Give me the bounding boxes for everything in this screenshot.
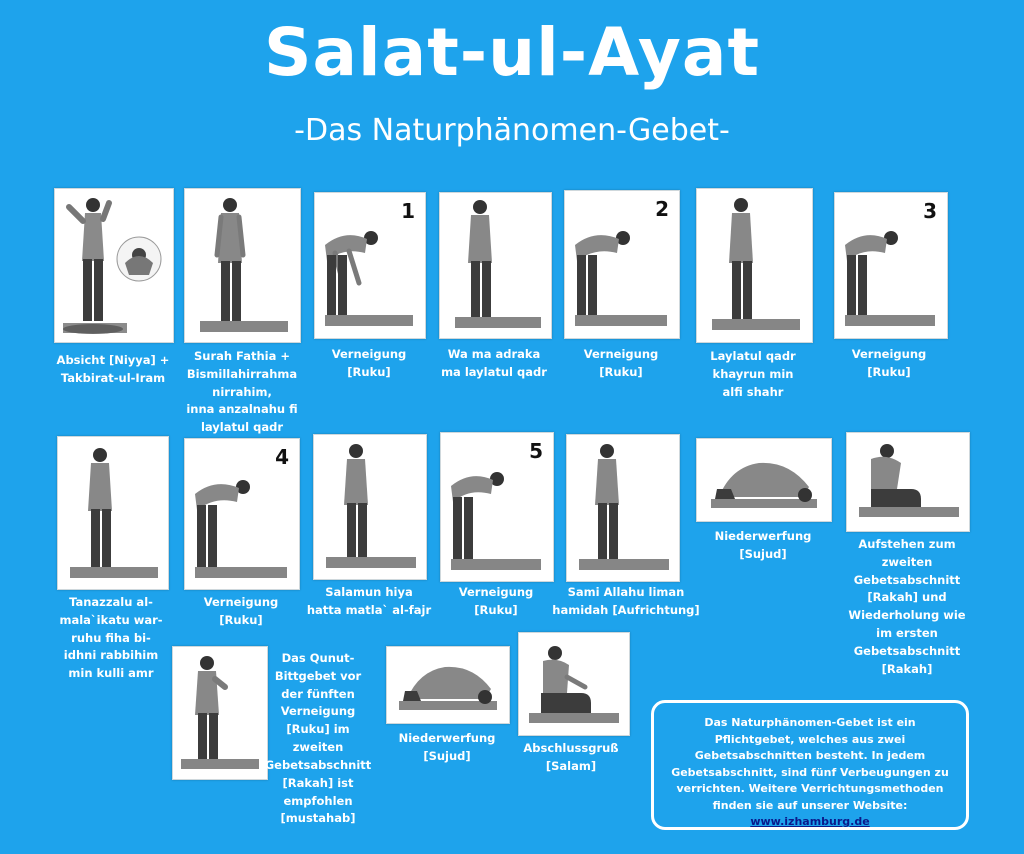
step-caption: Verneigung [Ruku]: [851, 347, 927, 379]
step-caption: Niederwerfung [Sujud]: [714, 529, 812, 561]
standing-figure-icon: [58, 437, 168, 589]
step-caption: Absicht [Niyya] + Takbirat-ul-Iram: [56, 353, 170, 385]
rakah-number: 4: [275, 445, 289, 469]
step-caption: Aufstehen zum zweiten Gebetsabschnitt [Rakah] und Wiederholung wie im ersten Gebetsabschnitt [Rakah]: [848, 537, 966, 676]
step-caption: Verneigung [Ruku]: [458, 585, 534, 617]
rakah-number: 2: [655, 197, 669, 221]
step-caption: Das Qunut- Bittgebet vor der fünften Verneigung [Ruku] im zweiten Gebetsabschnitt [Rakah] ist empfohlen [mustahab]: [264, 651, 372, 826]
takbir-figure-icon: [55, 189, 173, 342]
step-card-standing: [439, 192, 552, 339]
rakah-number: 5: [529, 439, 543, 463]
page-subtitle: -Das Naturphänomen-Gebet-: [294, 113, 730, 148]
step-card-sujud: [696, 438, 832, 522]
standing-figure-icon: [440, 193, 551, 338]
step-caption: Verneigung [Ruku]: [203, 595, 279, 627]
standing-figure-icon: [185, 189, 300, 342]
step-card-standing: [57, 436, 169, 590]
standing-figure-icon: [314, 435, 426, 579]
page-title: Salat-ul-Ayat: [263, 14, 760, 91]
step-card-salam: [518, 632, 630, 736]
info-text: Das Naturphänomen-Gebet ist ein Pflichtgebet, welches aus zwei Gebetsabschnitten besteht. In jedem Gebetsabschnitt, sind fünf Verbeugungen zu verrichten. Weitere Verrichtungsmethoden finden sie auf unserer Website:: [671, 716, 949, 812]
step-card-sitting: [846, 432, 970, 532]
step-caption: Salamun hiya hatta matla` al-fajr: [306, 585, 432, 617]
step-card-standing: [313, 434, 427, 580]
step-caption: Tanazzalu al- mala`ikatu war- ruhu fiha bi- idhni rabbihim min kulli amr: [59, 595, 163, 681]
step-caption: Abschlussgruß [Salam]: [523, 741, 619, 773]
step-card-ruku-5: [440, 432, 554, 582]
step-card-ruku-1: [314, 192, 426, 339]
step-card-standing: [566, 434, 680, 582]
website-link[interactable]: www.izhamburg.de: [750, 815, 870, 828]
rakah-number: 3: [923, 199, 937, 223]
prostrating-figure-icon: [387, 647, 509, 723]
step-card-standing: [184, 188, 301, 343]
step-card-standing: [696, 188, 813, 343]
standing-figure-icon: [567, 435, 679, 581]
step-card-ruku-4: [184, 438, 300, 590]
standing-figure-icon: [697, 189, 812, 342]
step-caption: Verneigung [Ruku]: [583, 347, 659, 379]
step-caption: Surah Fathia + Bismillahirrahma nirrahim, inna anzalnahu fi laylatul qadr: [186, 349, 298, 435]
step-card-qunut: [172, 646, 268, 780]
sitting-figure-icon: [519, 633, 629, 735]
step-caption: Niederwerfung [Sujud]: [398, 731, 496, 763]
prostrating-figure-icon: [697, 439, 831, 521]
info-box: [651, 700, 969, 830]
step-card-ruku-3: [834, 192, 948, 339]
step-caption: Laylatul qadr khayrun min alfi shahr: [710, 349, 796, 399]
step-card-ruku-2: [564, 190, 680, 339]
sitting-figure-icon: [847, 433, 969, 531]
step-card-takbir: [54, 188, 174, 343]
rakah-number: 1: [401, 199, 415, 223]
step-card-sujud: [386, 646, 510, 724]
qunut-figure-icon: [173, 647, 267, 779]
step-caption: Verneigung [Ruku]: [331, 347, 407, 379]
step-caption: Wa ma adraka ma laylatul qadr: [441, 347, 547, 379]
step-caption: Sami Allahu liman hamidah [Aufrichtung]: [552, 585, 700, 617]
